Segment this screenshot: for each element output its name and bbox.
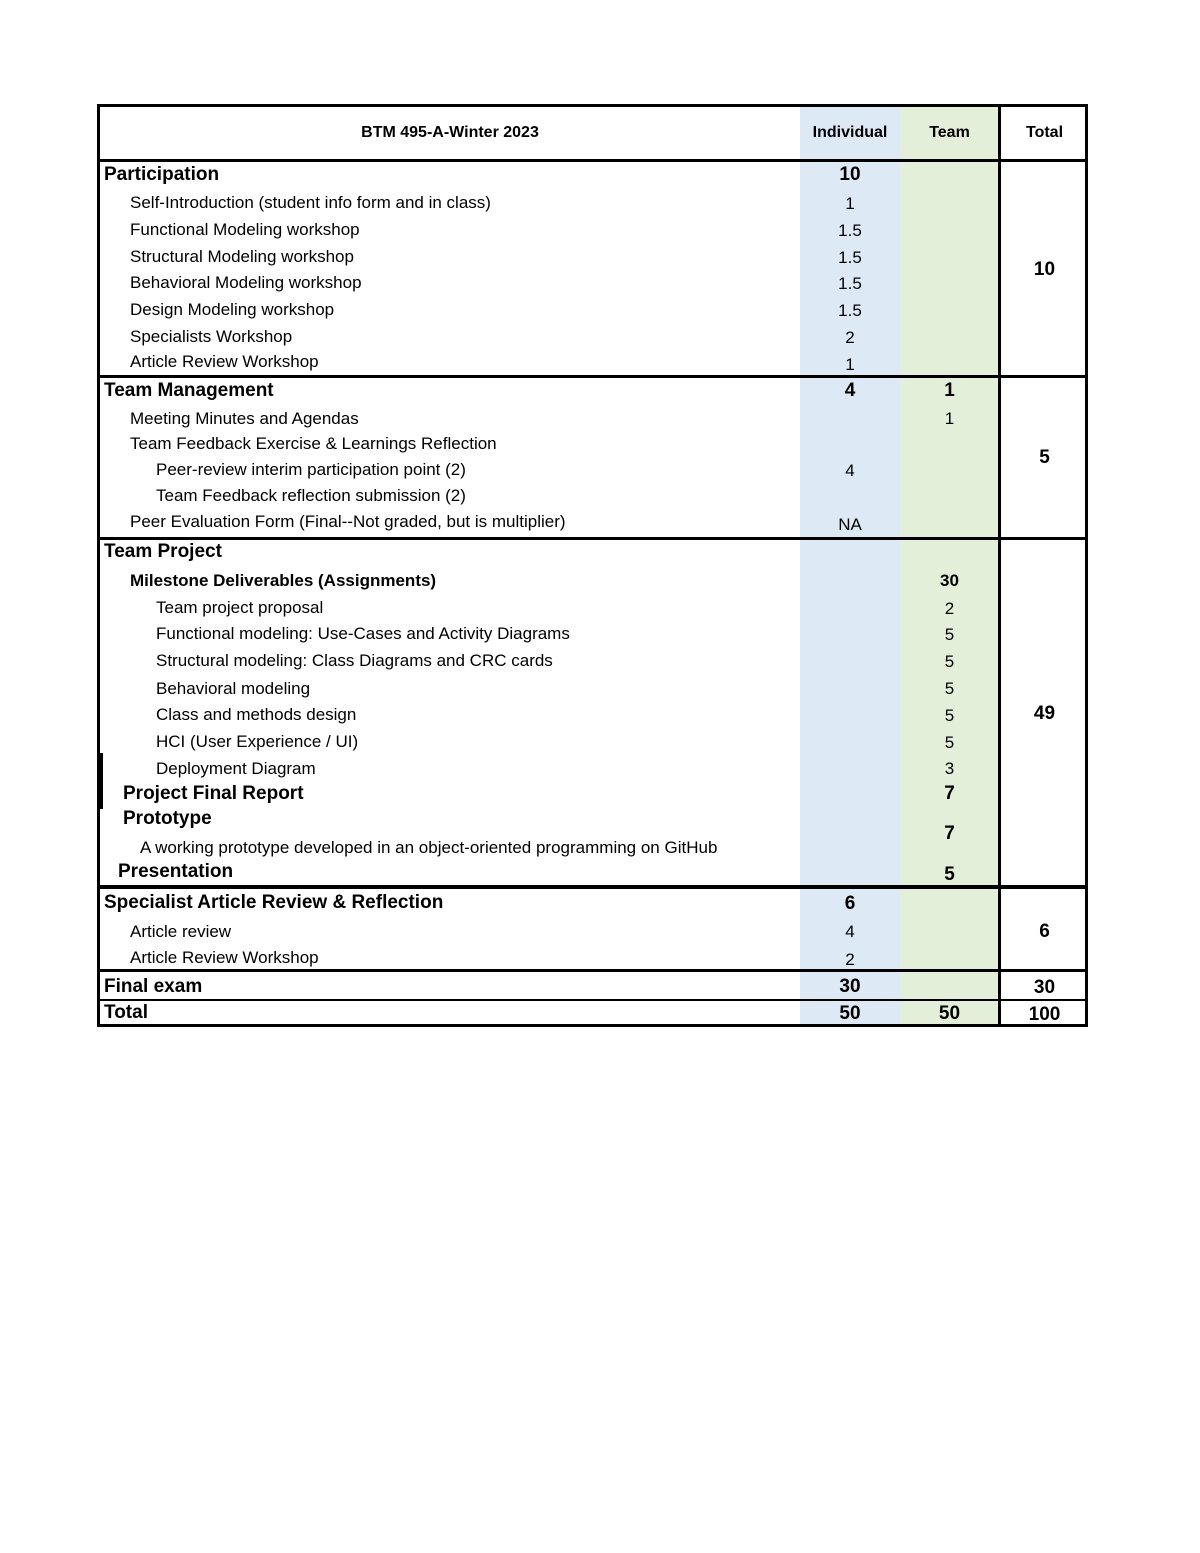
list-item: Project Final Report (123, 783, 304, 804)
item-team: 1 (944, 409, 955, 428)
list-item: Self-Introduction (student info form and in class) (130, 193, 491, 212)
team-project-total: 49 (1033, 703, 1056, 724)
section-title-team-project: Team Project (104, 541, 222, 562)
list-item: Milestone Deliverables (Assignments) (130, 571, 437, 590)
item-individual: 1.5 (838, 221, 862, 240)
list-item: Peer Evaluation Form (Final--Not graded, but is multiplier) (130, 512, 566, 531)
grand-total: 100 (1028, 1004, 1061, 1025)
list-item: Team Feedback Exercise & Learnings Reflection (130, 434, 497, 453)
section-divider (100, 885, 1085, 889)
item-individual: 1 (845, 355, 855, 374)
section-divider (100, 969, 1085, 972)
list-item: Team Feedback reflection submission (2) (156, 486, 466, 505)
item-individual: 2 (845, 950, 855, 969)
item-team: 5 (944, 679, 955, 698)
list-item: HCI (User Experience / UI) (156, 732, 359, 751)
final-exam-individual: 30 (839, 976, 861, 997)
totals-label: Total (104, 1002, 148, 1023)
list-item: Functional Modeling workshop (130, 220, 360, 239)
article-review-total: 6 (1039, 921, 1050, 942)
list-item: Behavioral modeling (156, 679, 311, 698)
item-team: 5 (944, 625, 955, 644)
item-team: 5 (944, 733, 955, 752)
list-item: Class and methods design (156, 705, 357, 724)
item-individual: 1.5 (838, 274, 862, 293)
table-title: BTM 495-A-Winter 2023 (361, 124, 539, 141)
item-team: 7 (944, 783, 955, 804)
article-review-individual: 6 (844, 893, 856, 914)
list-item: Presentation (118, 861, 234, 882)
list-item: Meeting Minutes and Agendas (130, 409, 359, 428)
section-divider (100, 537, 1085, 540)
item-individual: 1.5 (838, 248, 862, 267)
row-marker (97, 753, 103, 809)
totals-individual: 50 (839, 1003, 861, 1024)
section-divider (100, 375, 1085, 378)
section-divider (100, 999, 1085, 1001)
list-item: Peer-review interim participation point (2) (156, 460, 466, 479)
list-item: Article review (130, 922, 232, 941)
grading-table (97, 104, 1088, 1027)
list-item: Prototype (123, 808, 212, 829)
total-column-divider (998, 107, 1001, 1024)
individual-header: Individual (812, 124, 888, 141)
list-item: Design Modeling workshop (130, 300, 335, 319)
item-team: 2 (944, 599, 955, 618)
list-item: Functional modeling: Use-Cases and Activity Diagrams (156, 624, 570, 643)
team-management-individual: 4 (844, 380, 856, 401)
totals-team: 50 (938, 1003, 961, 1024)
item-team: 3 (944, 759, 955, 778)
item-team: 5 (944, 864, 955, 885)
item-individual: 1 (845, 194, 855, 213)
team-management-total: 5 (1039, 447, 1050, 468)
team-header: Team (929, 124, 970, 141)
list-item: Team project proposal (156, 598, 324, 617)
list-item: Specialists Workshop (130, 327, 293, 346)
section-title-team-management: Team Management (104, 380, 274, 401)
item-individual: NA (838, 515, 862, 534)
list-item: Deployment Diagram (156, 759, 316, 778)
item-individual: 1.5 (838, 301, 862, 320)
list-item: Structural Modeling workshop (130, 247, 354, 266)
section-title-participation: Participation (104, 164, 220, 185)
total-header: Total (1025, 124, 1064, 141)
item-team: 5 (944, 652, 955, 671)
item-team: 30 (940, 571, 959, 590)
list-item: Structural modeling: Class Diagrams and CRC cards (156, 651, 553, 670)
team-management-team: 1 (944, 380, 955, 401)
participation-individual: 10 (839, 164, 861, 185)
final-exam-total: 30 (1033, 977, 1056, 998)
list-item: Article Review Workshop (130, 352, 319, 371)
list-item: Article Review Workshop (130, 948, 319, 967)
section-title-article-review: Specialist Article Review & Reflection (104, 892, 444, 913)
item-individual: 4 (845, 461, 855, 480)
list-item: A working prototype developed in an object-oriented programming on GitHub (140, 838, 718, 857)
final-exam-label: Final exam (104, 976, 203, 997)
participation-total: 10 (1033, 259, 1056, 280)
item-team: 7 (944, 823, 955, 844)
item-team: 5 (944, 706, 955, 725)
header-divider (100, 159, 1085, 162)
list-item: Behavioral Modeling workshop (130, 273, 362, 292)
item-individual: 2 (845, 328, 855, 347)
item-individual: 4 (845, 922, 855, 941)
